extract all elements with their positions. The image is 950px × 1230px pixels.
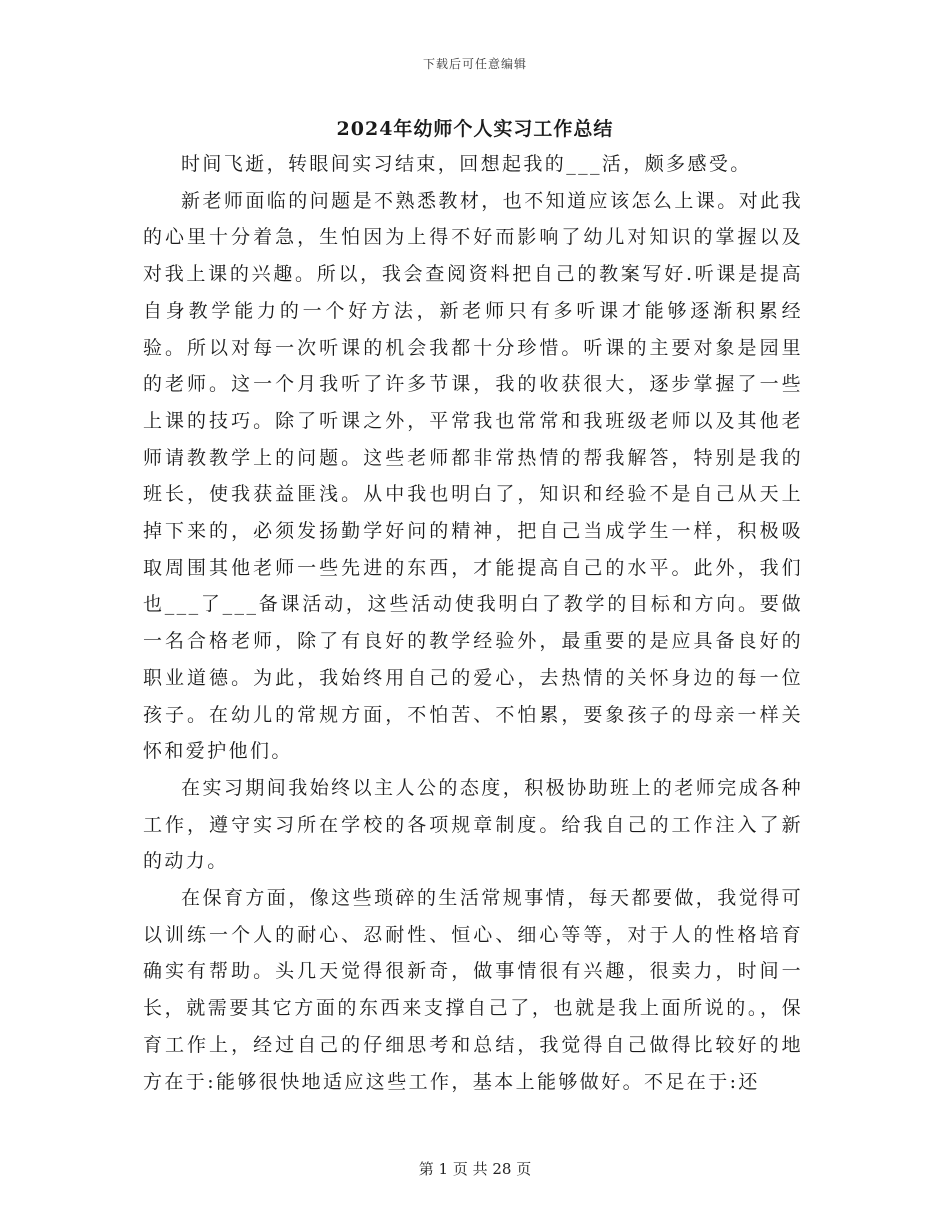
paragraph-2: 新老师面临的问题是不熟悉教材，也不知道应该怎么上课。对此我的心里十分着急，生怕因为上得不好而影响了幼儿对知识的掌握以及对我上课的兴趣。所以，我会查阅资料把自己的教案写好.听课是提高自身教学能力的一个好方法，新老师只有多听课才能够逐渐积累经验。所以对每一次听课的机会我都十分珍惜。听课的主要对象是园里的老师。这一个月我听了许多节课，我的收获很大，逐步掌握了一些上课的技巧。除了听课之外，平常我也常常和我班级老师以及其他老师请教教学上的问题。这些老师都非常热情的帮我解答，特别是我的班长，使我获益匪浅。从中我也明白了，知识和经验不是自己从天上掉下来的，必须发扬勤学好问的精神，把自己当成学生一样，积极吸取周围其他老师一些先进的东西，才能提高自己的水平。此外，我们也___了___备课活动，这些活动使我明白了教学的目标和方向。要做一名合格老师，除了有良好的教学经验外，最重要的是应具备良好的职业道德。为此，我始终用自己的爱心，去热情的关怀身边的每一位孩子。在幼儿的常规方面，不怕苦、不怕累，要象孩子的母亲一样关怀和爱护他们。 (143, 189, 803, 763)
page-number-footer: 第 1 页 共 28 页 (418, 1160, 532, 1178)
paragraph-1: 时间飞逝，转眼间实习结束，回想起我的___活，颇多感受。 (181, 153, 752, 175)
page-header-note: 下载后可任意编辑 (422, 57, 527, 71)
document-title: 2024年幼师个人实习工作总结 (336, 118, 614, 140)
document-body (143, 146, 803, 1100)
paragraph-3: 在实习期间我始终以主人公的态度，积极协助班上的老师完成各种工作，遵守实习所在学校的各项规章制度。给我自己的工作注入了新的动力。 (143, 776, 803, 873)
paragraph-4: 在保育方面，像这些琐碎的生活常规事情，每天都要做，我觉得可以训练一个人的耐心、忍耐性、恒心、细心等等，对于人的性格培育确实有帮助。头几天觉得很新奇，做事情很有兴趣，很卖力，时间一长，就需要其它方面的东西来支撑自己了，也就是我上面所说的。，保育工作上，经过自己的仔细思考和总结，我觉得自己做得比较好的地方在于:能够很快地适应这些工作，基本上能够做好。不足在于:还 (143, 887, 803, 1093)
